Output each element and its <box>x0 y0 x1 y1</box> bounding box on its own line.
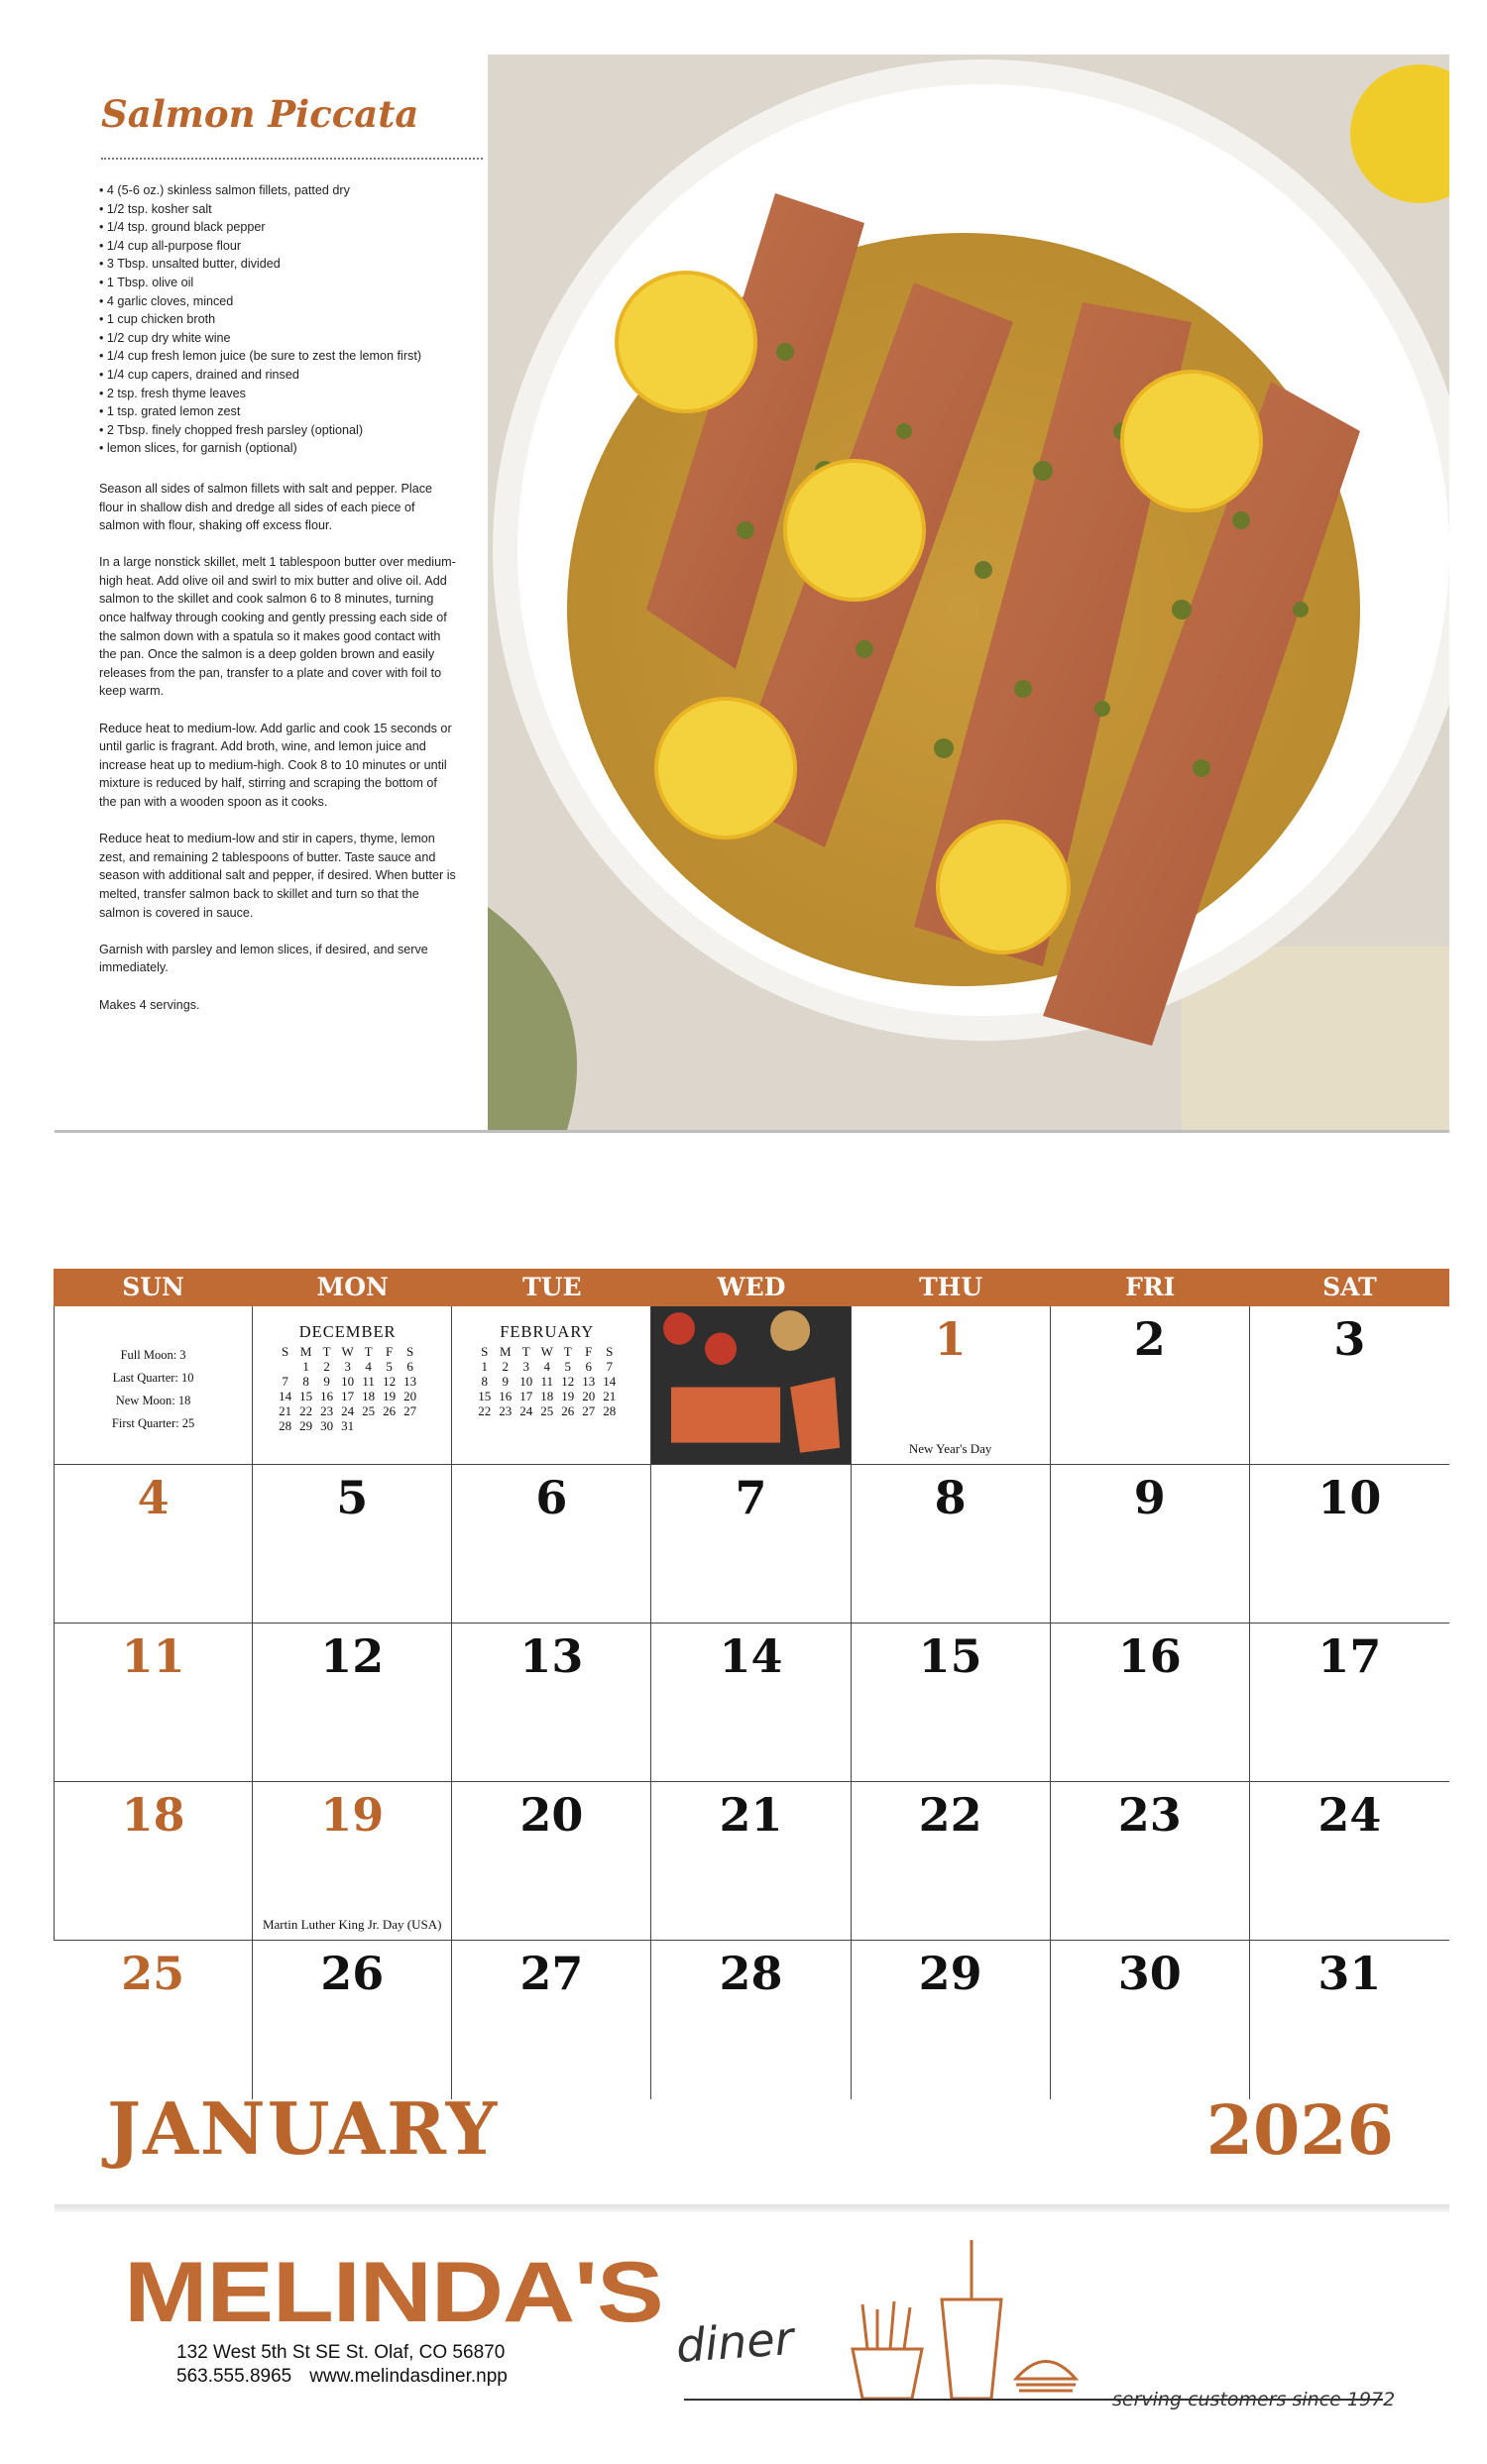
day-cell <box>253 1624 452 1782</box>
ingredients-list <box>99 181 474 458</box>
day-number: 14 <box>719 1629 783 1683</box>
mini-day: 16 <box>320 1389 334 1403</box>
day-cell <box>54 1941 253 2099</box>
month-title: JANUARY <box>107 2086 500 2171</box>
day-cell <box>852 1782 1051 1941</box>
day-cell <box>1250 1306 1449 1465</box>
mini-weekday: S <box>606 1344 614 1359</box>
day-number: 3 <box>1333 1312 1366 1366</box>
day-cell <box>852 1624 1051 1782</box>
day-cell <box>1250 1782 1449 1941</box>
mini-calendar-mini_dec <box>275 1322 420 1433</box>
day-number: 18 <box>121 1788 185 1842</box>
advertiser-address: 132 West 5th St SE St. Olaf, CO 56870 <box>176 2342 506 2363</box>
mini-day: 26 <box>561 1403 575 1418</box>
day-number: 13 <box>519 1629 584 1683</box>
mini-weekday: W <box>540 1344 553 1359</box>
mini-weekday: M <box>299 1344 312 1359</box>
mini-day: 27 <box>403 1403 417 1418</box>
mini-day: 18 <box>540 1389 554 1403</box>
mini-day: 1 <box>302 1359 309 1374</box>
day-number: 23 <box>1117 1788 1182 1842</box>
mini-day: 1 <box>481 1359 489 1374</box>
footer-divider <box>55 2204 1449 2212</box>
mini-day: 20 <box>403 1389 417 1403</box>
day-cell <box>452 1941 651 2099</box>
mini-day: 2 <box>323 1359 330 1374</box>
day-cell <box>1250 1941 1449 2099</box>
day-number: 9 <box>1133 1471 1166 1524</box>
day-number: 26 <box>320 1947 385 2000</box>
mini-day: 7 <box>606 1359 614 1374</box>
mini-day: 28 <box>603 1403 617 1418</box>
day-cell <box>1051 1306 1250 1465</box>
mini-day: 14 <box>279 1389 292 1403</box>
next-month-cell <box>452 1306 651 1465</box>
ingredient-item: • 1/4 tsp. ground black pepper <box>99 218 474 237</box>
day-cell <box>452 1465 651 1624</box>
diner-line-art-icon <box>813 2230 1447 2399</box>
day-cell <box>1051 1465 1250 1624</box>
day-number: 11 <box>121 1629 185 1683</box>
mini-day: 13 <box>582 1374 596 1389</box>
ingredient-item: • 1 cup chicken broth <box>99 310 474 329</box>
day-cell <box>1250 1624 1449 1782</box>
holiday-label: New Year's Day <box>908 1441 992 1456</box>
mini-day: 17 <box>519 1389 533 1403</box>
day-number: 10 <box>1317 1471 1382 1524</box>
day-cell <box>54 1465 253 1624</box>
moon-phase: New Moon: 18 <box>115 1394 191 1407</box>
moon-phases-cell <box>54 1306 253 1465</box>
mini-day: 29 <box>299 1418 313 1433</box>
mini-calendar-title: DECEMBER <box>298 1322 397 1341</box>
year-title: 2026 <box>1205 2091 1394 2171</box>
ingredient-item: • 1 tsp. grated lemon zest <box>99 402 474 421</box>
mini-weekday: F <box>386 1344 394 1359</box>
ingredient-item: • 2 Tbsp. finely chopped fresh parsley (optional) <box>99 421 474 440</box>
day-cell <box>54 1624 253 1782</box>
day-number: 31 <box>1317 1947 1382 2000</box>
mini-day: 11 <box>362 1374 375 1389</box>
mini-day: 15 <box>478 1389 492 1403</box>
recipe-panel <box>57 55 474 1125</box>
day-number: 21 <box>719 1788 783 1842</box>
day-number: 28 <box>719 1947 783 2000</box>
mini-day: 20 <box>582 1389 596 1403</box>
day-number: 20 <box>519 1788 584 1842</box>
section-divider <box>55 1130 1449 1133</box>
day-number: 30 <box>1117 1947 1182 2000</box>
mini-day <box>379 1418 400 1433</box>
mini-day: 27 <box>582 1403 596 1418</box>
direction-paragraph: Reduce heat to medium-low and stir in capers, thyme, lemon zest, and remaining 2 tablespoons of butter. Taste sauce and season with additional salt and pepper, if desired. When butter is melted, transfer salmon back to skillet and turn so that the salmon is covered in sauce. <box>99 832 456 920</box>
ingredient-item: • lemon slices, for garnish (optional) <box>99 439 474 458</box>
direction-paragraph: Reduce heat to medium-low. Add garlic and cook 15 seconds or until garlic is fragrant. Add broth, wine, and lemon juice and increase heat up to medium-high. Cook 8 to 10 minutes or until mixture is reduced by half, stirring and scraping the bottom of the pan with a wooden spoon as it cooks. <box>99 721 452 809</box>
mini-day: 7 <box>282 1374 288 1389</box>
ingredient-item: • 1 Tbsp. olive oil <box>99 274 474 292</box>
mini-day: 26 <box>383 1403 397 1418</box>
holiday-label: Martin Luther King Jr. Day (USA) <box>262 1917 442 1932</box>
mini-day: 25 <box>540 1403 554 1418</box>
mini-day: 11 <box>540 1374 554 1389</box>
mini-weekday: M <box>500 1344 512 1359</box>
mini-weekday: S <box>282 1344 289 1359</box>
mini-day: 6 <box>406 1359 413 1374</box>
mini-day: 19 <box>383 1389 397 1403</box>
moon-phase: Full Moon: 3 <box>120 1348 186 1362</box>
mini-day: 24 <box>341 1403 355 1418</box>
advertiser-logo-sub: diner <box>674 2310 796 2374</box>
direction-paragraph: Makes 4 servings. <box>99 997 200 1012</box>
mini-day: 30 <box>320 1418 334 1433</box>
mini-day: 5 <box>386 1359 393 1374</box>
day-cell <box>253 1782 452 1941</box>
mini-calendar-mini_feb <box>474 1322 620 1418</box>
weekday-header <box>54 1269 1449 1306</box>
mini-day: 9 <box>502 1374 510 1389</box>
mini-day: 31 <box>341 1418 355 1433</box>
ingredient-item: • 1/4 cup all-purpose flour <box>99 237 474 256</box>
mini-day: 21 <box>279 1403 292 1418</box>
day-number: 24 <box>1317 1788 1382 1842</box>
day-number: 8 <box>934 1471 967 1524</box>
day-number: 25 <box>121 1947 185 2000</box>
day-cell <box>852 1306 1051 1465</box>
day-cell <box>651 1624 851 1782</box>
weekday-wed: WED <box>717 1273 786 1301</box>
mini-weekday: S <box>406 1344 414 1359</box>
mini-day <box>400 1418 420 1433</box>
day-number: 27 <box>519 1947 584 2000</box>
direction-paragraph: In a large nonstick skillet, melt 1 tablespoon butter over medium-high heat. Add olive oil and swirl to mix butter and olive oil. Add salmon to the skillet and cook salmon 6 to 8 minutes, turning once halfway through cooking and gently pressing each side of the salmon down with a spatula so it makes good contact with the pan. Once the salmon is a deep golden brown and easily releases from the pan, transfer to a plate and cover with foil to keep warm. <box>99 555 456 699</box>
day-number: 19 <box>320 1788 385 1842</box>
day-number: 12 <box>320 1629 385 1683</box>
mini-weekday: T <box>322 1344 331 1359</box>
day-number: 5 <box>336 1471 369 1524</box>
advertiser-logo: MELINDA'S <box>124 2245 663 2340</box>
day-cell <box>452 1782 651 1941</box>
mini-day: 10 <box>341 1374 355 1389</box>
ingredient-item: • 1/2 tsp. kosher salt <box>99 200 474 219</box>
prev-month-cell <box>253 1306 452 1465</box>
mini-weekday: T <box>364 1344 373 1359</box>
day-number: 1 <box>934 1312 967 1366</box>
mini-day: 22 <box>478 1403 492 1418</box>
mini-day: 4 <box>365 1359 372 1374</box>
mini-day: 21 <box>603 1389 617 1403</box>
mini-day: 15 <box>299 1389 313 1403</box>
recipe-title: Salmon Piccata <box>101 92 419 136</box>
day-cell <box>651 1782 851 1941</box>
ingredient-item: • 3 Tbsp. unsalted butter, divided <box>99 255 474 274</box>
moon-phase: Last Quarter: 10 <box>112 1371 194 1385</box>
day-cell <box>452 1624 651 1782</box>
mini-day <box>358 1418 379 1433</box>
mini-weekday: S <box>481 1344 489 1359</box>
advertiser-phone: 563.555.8965 <box>176 2366 292 2387</box>
mini-day: 8 <box>302 1374 309 1389</box>
mini-day: 23 <box>499 1403 513 1418</box>
mini-weekday: T <box>521 1344 530 1359</box>
mini-day: 14 <box>603 1374 617 1389</box>
mini-day <box>275 1359 295 1374</box>
day-cell <box>1051 1782 1250 1941</box>
mini-day: 10 <box>519 1374 533 1389</box>
ingredient-item: • 1/4 cup fresh lemon juice (be sure to zest the lemon first) <box>99 347 474 366</box>
mini-day: 8 <box>481 1374 489 1389</box>
day-number: 7 <box>735 1471 767 1524</box>
day-cell <box>253 1465 452 1624</box>
mini-day: 4 <box>543 1359 551 1374</box>
day-number: 16 <box>1117 1629 1182 1683</box>
weekday-thu: THU <box>919 1273 983 1301</box>
moon-phases <box>55 1344 252 1435</box>
mini-day: 3 <box>522 1359 530 1374</box>
mini-day: 18 <box>362 1389 376 1403</box>
mini-day: 24 <box>519 1403 533 1418</box>
weekday-fri: FRI <box>1125 1273 1176 1301</box>
calendar-grid <box>54 1306 1449 2099</box>
weekday-mon: MON <box>316 1273 389 1301</box>
mini-day: 12 <box>383 1374 397 1389</box>
day-cell <box>852 1465 1051 1624</box>
day-cell <box>852 1941 1051 2099</box>
day-number: 29 <box>918 1947 982 2000</box>
food-thumbnail <box>651 1306 850 1464</box>
moon-phase: First Quarter: 25 <box>111 1416 195 1430</box>
day-cell <box>253 1941 452 2099</box>
weekday-tue: TUE <box>522 1273 582 1301</box>
mini-weekday: F <box>585 1344 593 1359</box>
ingredient-item: • 1/2 cup dry white wine <box>99 329 474 348</box>
day-cell <box>54 1782 253 1941</box>
direction-paragraph: Garnish with parsley and lemon slices, if desired, and serve immediately. <box>99 942 428 975</box>
mini-day: 23 <box>320 1403 334 1418</box>
mini-day: 6 <box>585 1359 593 1374</box>
mini-day: 19 <box>561 1389 575 1403</box>
day-number: 4 <box>137 1471 170 1524</box>
advertiser-tagline: serving customers since 1972 <box>1112 2389 1396 2410</box>
ingredient-item: • 1/4 cup capers, drained and rinsed <box>99 366 474 385</box>
day-cell <box>651 1465 851 1624</box>
mini-weekday: W <box>341 1344 354 1359</box>
mini-weekday: T <box>563 1344 572 1359</box>
direction-paragraph: Season all sides of salmon fillets with salt and pepper. Place flour in shallow dish and dredge all sides of each piece of salmon with flour, shaking off excess flour. <box>99 481 433 533</box>
day-cell <box>1250 1465 1449 1624</box>
mini-day: 16 <box>499 1389 513 1403</box>
mini-day: 5 <box>564 1359 572 1374</box>
day-number: 22 <box>918 1788 982 1842</box>
directions <box>99 480 456 1014</box>
advertiser-contact <box>176 2341 525 2389</box>
recipe-divider <box>101 158 483 160</box>
day-cell <box>651 1941 851 2099</box>
mini-day: 9 <box>323 1374 330 1389</box>
day-cell <box>1051 1624 1250 1782</box>
mini-day: 28 <box>279 1418 292 1433</box>
mini-day: 25 <box>362 1403 376 1418</box>
ingredient-item: • 2 tsp. fresh thyme leaves <box>99 385 474 403</box>
day-number: 17 <box>1317 1629 1382 1683</box>
mini-day: 12 <box>561 1374 575 1389</box>
day-number: 6 <box>535 1471 568 1524</box>
weekday-sun: SUN <box>122 1273 184 1301</box>
mini-day: 2 <box>502 1359 510 1374</box>
advertiser-website: www.melindasdiner.npp <box>309 2366 508 2387</box>
thumbnail-cell <box>651 1306 851 1465</box>
mini-day: 17 <box>341 1389 355 1403</box>
mini-day: 22 <box>299 1403 313 1418</box>
mini-day: 13 <box>403 1374 417 1389</box>
mini-calendar-title: FEBRUARY <box>500 1322 595 1341</box>
mini-day: 3 <box>344 1359 351 1374</box>
ingredient-item: • 4 (5-6 oz.) skinless salmon fillets, patted dry <box>99 181 474 200</box>
weekday-sat: SAT <box>1322 1273 1377 1301</box>
day-cell <box>1051 1941 1250 2099</box>
day-number: 2 <box>1133 1312 1166 1366</box>
ingredient-item: • 4 garlic cloves, minced <box>99 292 474 311</box>
day-number: 15 <box>918 1629 982 1683</box>
salmon-piccata-photo <box>488 55 1449 1130</box>
